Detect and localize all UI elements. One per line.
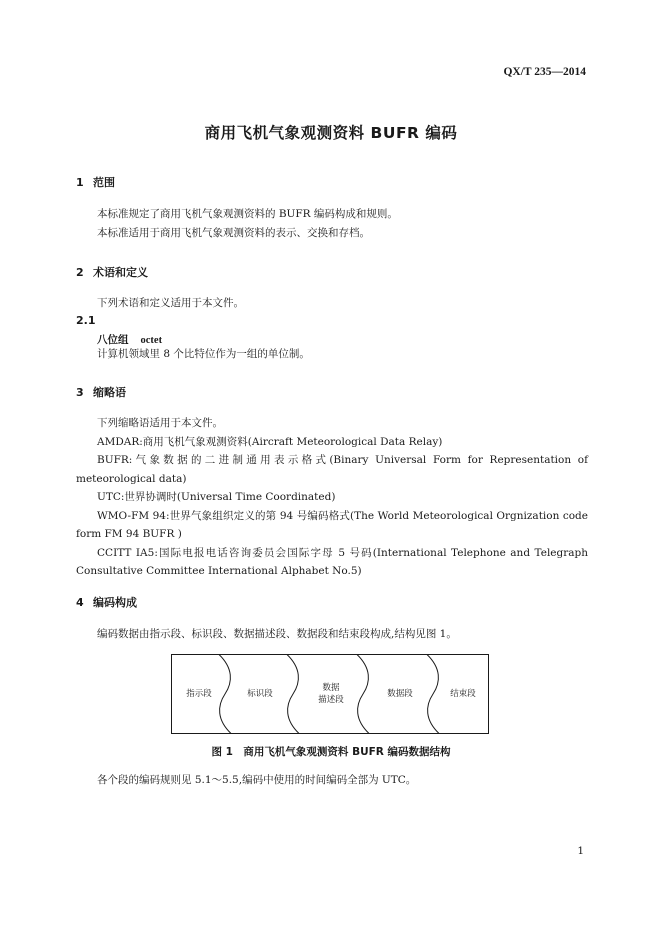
abbreviation-item: UTC:世界协调时(Universal Time Coordinated) [97,491,336,503]
page-number: 1 [577,845,584,857]
section-number: 1 [76,176,84,189]
document-title: 商用飞机气象观测资料 BUFR 编码 [204,124,458,142]
paragraph: 编码数据由指示段、标识段、数据描述段、数据段和结束段构成,结构见图 1。 [97,628,457,640]
section-4-after [76,771,588,790]
segment-data: 数据段 [387,689,413,699]
segment-end: 结束段 [450,689,476,699]
term-number: 2.1 [76,314,96,327]
section-title: 范围 [93,176,115,189]
section-number: 3 [76,386,84,399]
term-definition [76,345,588,364]
section-title: 术语和定义 [93,266,148,279]
paragraph: 下列缩略语适用于本文件。 [97,417,223,429]
section-3-body [76,414,588,581]
segment-indicator: 指示段 [186,689,212,699]
section-title: 缩略语 [93,386,126,399]
section-number: 4 [76,596,84,609]
abbreviation-item: AMDAR:商用飞机气象观测资料(Aircraft Meteorological Data Relay) [97,435,443,448]
abbreviation-item: WMO-FM 94:世界气象组织定义的第 94 号编码格式(The World Meteorological Orgnization code form FM 94 BUFR ) [76,509,588,540]
term-zh: 八位组 [97,334,129,346]
abbreviation-item: BUFR:气象数据的二进制通用表示格式(Binary Universal Form for Representation of meteorological data) [76,454,588,485]
section-3-heading [76,384,126,400]
segment-identification: 标识段 [247,689,273,699]
figure-caption: 图 1 商用飞机气象观测资料 BUFR 编码数据结构 [211,746,451,758]
standard-code: QX/T 235—2014 [503,66,586,78]
section-2-heading [76,264,148,280]
section-1-heading [76,174,115,190]
bufr-structure-diagram [171,654,489,734]
paragraph: 下列术语和定义适用于本文件。 [97,297,244,309]
section-1-body [76,205,588,242]
section-4-intro [76,625,588,644]
section-title: 编码构成 [93,596,137,609]
section-4-heading [76,594,137,610]
term-en: octet [140,335,163,346]
abbreviation-item: CCITT IA5:国际电报电话咨询委员会国际字母 5 号码(International Telephone and Telegraph Consultative Committee International Alphabet No.5) [76,546,588,577]
paragraph: 各个段的编码规则见 5.1～5.5,编码中使用的时间编码全部为 UTC。 [97,774,417,786]
paragraph: 计算机领域里 8 个比特位作为一组的单位制。 [97,348,310,360]
segment-data-description: 数据 描述段 [318,683,344,705]
paragraph: 本标准规定了商用飞机气象观测资料的 BUFR 编码构成和规则。 [97,208,398,220]
section-number: 2 [76,266,84,279]
section-2-intro [76,294,588,313]
paragraph: 本标准适用于商用飞机气象观测资料的表示、交换和存档。 [97,226,370,239]
